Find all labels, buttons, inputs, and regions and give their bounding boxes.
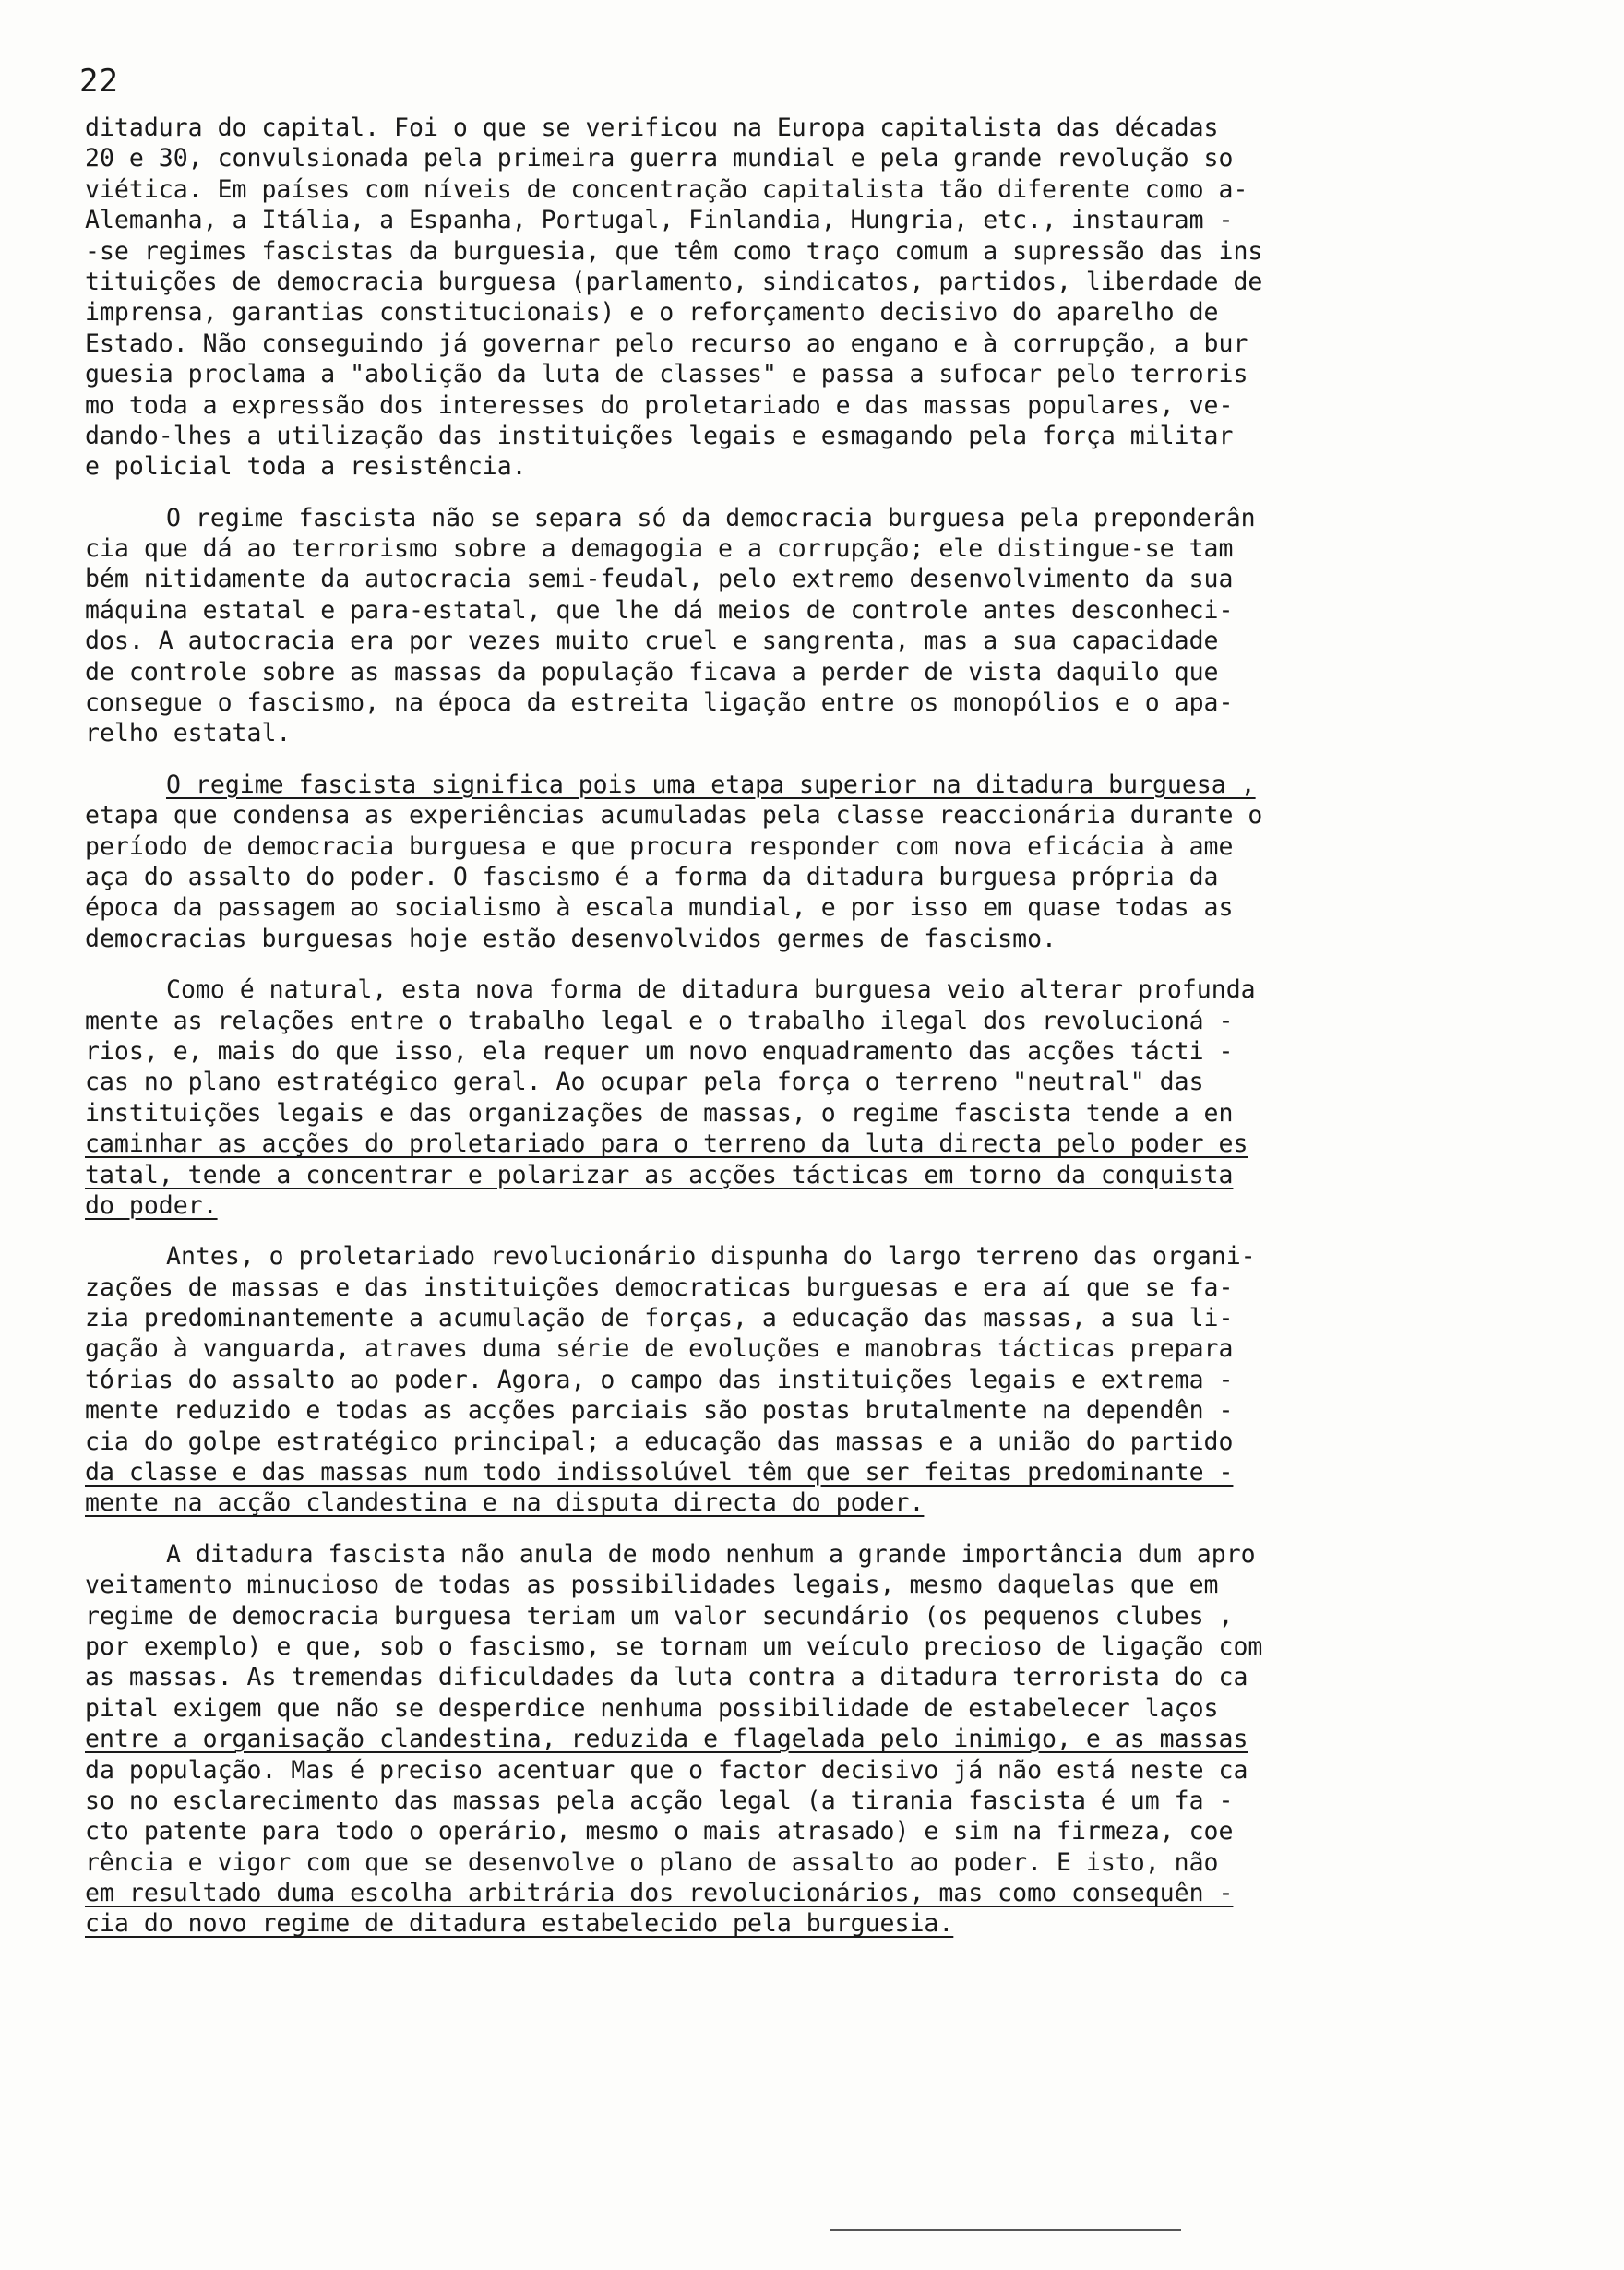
text-line: cia do golpe estratégico principal; a educação das massas e a união do partido <box>85 1427 1234 1456</box>
text-line: rios, e, mais do que isso, ela requer um novo enquadramento das acções tácti - <box>85 1036 1234 1066</box>
underlined-line: entre a organisação clandestina, reduzida e flagelada pelo inimigo, e as massas <box>85 1725 1248 1754</box>
text-line: O regime fascista não se separa só da democracia burguesa pela preponderân <box>166 503 1256 532</box>
text-line: cas no plano estratégico geral. Ao ocupar pela força o terreno "neutral" das <box>85 1068 1204 1097</box>
text-line: Estado. Não conseguindo já governar pelo recurso ao engano e à corrupção, a bur <box>85 329 1248 358</box>
text-line: cto patente para todo o operário, mesmo o mais atrasado) e sim na firmeza, coe <box>85 1817 1234 1846</box>
text-line: 20 e 30, convulsionada pela primeira guerra mundial e pela grande revolução so <box>85 144 1234 173</box>
text-line: ditadura do capital. Foi o que se verificou na Europa capitalista das décadas <box>85 114 1219 142</box>
underlined-line: mente na acção clandestina e na disputa directa do poder. <box>85 1488 925 1518</box>
text-line: guesia proclama a "abolição da luta de classes" e passa a sufocar pelo terroris <box>85 360 1248 389</box>
text-line: cia que dá ao terrorismo sobre a demagogia e a corrupção; ele distingue-se tam <box>85 534 1234 564</box>
body-text <box>85 113 1543 1940</box>
paragraph-3 <box>85 770 1543 954</box>
text-line: veitamento minucioso de todas as possibilidades legais, mesmo daquelas que em <box>85 1571 1219 1600</box>
text-line: mente reduzido e todas as acções parciais são postas brutalmente na dependên - <box>85 1396 1234 1426</box>
text-line: tórias do assalto ao poder. Agora, o campo das instituições legais e extrema - <box>85 1365 1234 1394</box>
page-number: 22 <box>79 63 119 100</box>
paragraph-5 <box>85 1241 1543 1519</box>
text-line: zações de massas e das instituições democraticas burguesas e era aí que se fa- <box>85 1272 1234 1302</box>
text-line: gação à vanguarda, atraves duma série de evoluções e manobras tácticas prepara <box>85 1334 1234 1364</box>
text-line: mente as relações entre o trabalho legal e o trabalho ilegal dos revolucioná - <box>85 1006 1234 1035</box>
underlined-line: do poder. <box>85 1190 218 1220</box>
text-line: mo toda a expressão dos interesses do proletariado e das massas populares, ve- <box>85 390 1234 420</box>
text-line: A ditadura fascista não anula de modo nenhum a grande importância dum apro <box>166 1539 1256 1569</box>
text-line: dando-lhes a utilização das instituições legais e esmagando pela força militar <box>85 421 1234 450</box>
text-line: Como é natural, esta nova forma de ditadura burguesa veio alterar profunda <box>166 975 1256 1005</box>
text-line: relho estatal. <box>85 719 292 748</box>
text-line: zia predominantemente a acumulação de forças, a educação das massas, a sua li- <box>85 1304 1234 1333</box>
paragraph-1 <box>85 113 1543 483</box>
paragraph-6 <box>85 1539 1543 1940</box>
text-line: por exemplo) e que, sob o fascismo, se tornam um veículo precioso de ligação com <box>85 1631 1263 1661</box>
text-line: bém nitidamente da autocracia semi-feudal, pelo extremo desenvolvimento da sua <box>85 565 1234 594</box>
text-line: máquina estatal e para-estatal, que lhe dá meios de controle antes desconheci- <box>85 595 1234 625</box>
text-line: instituições legais e das organizações de massas, o regime fascista tende a en <box>85 1098 1234 1128</box>
text-line: regime de democracia burguesa teriam um valor secundário (os pequenos clubes , <box>85 1601 1234 1631</box>
underlined-line: cia do novo regime de ditadura estabelecido pela burguesia. <box>85 1909 954 1939</box>
text-line: época da passagem ao socialismo à escala mundial, e por isso em quase todas as <box>85 893 1234 923</box>
text-line: viética. Em países com níveis de concentração capitalista tão diferente como a- <box>85 174 1248 204</box>
underlined-line: da classe e das massas num todo indissolúvel têm que ser feitas predominante - <box>85 1458 1234 1487</box>
text-line: dos. A autocracia era por vezes muito cruel e sangrenta, mas a sua capacidade <box>85 627 1219 656</box>
text-line: democracias burguesas hoje estão desenvolvidos germes de fascismo. <box>85 924 1057 953</box>
underlined-line: caminhar as acções do proletariado para o terreno da luta directa pelo poder es <box>85 1129 1248 1159</box>
text-line: rência e vigor com que se desenvolve o plano de assalto ao poder. E isto, não <box>85 1847 1219 1877</box>
paragraph-4 <box>85 974 1543 1221</box>
text-line: pital exigem que não se desperdice nenhuma possibilidade de estabelecer laços <box>85 1693 1219 1723</box>
text-line: so no esclarecimento das massas pela acção legal (a tirania fascista é um fa - <box>85 1786 1234 1815</box>
text-line: de controle sobre as massas da população ficava a perder de vista daquilo que <box>85 657 1219 687</box>
paragraph-2 <box>85 503 1543 749</box>
text-line: etapa que condensa as experiências acumuladas pela classe reaccionária durante o <box>85 801 1263 830</box>
text-line: da população. Mas é preciso acentuar que o factor decisivo já não está neste ca <box>85 1755 1248 1785</box>
underlined-line: tatal, tende a concentrar e polarizar as acções tácticas em torno da conquista <box>85 1160 1234 1189</box>
text-line: Antes, o proletariado revolucionário dispunha do largo terreno das organi- <box>166 1242 1256 1272</box>
text-line: e policial toda a resistência. <box>85 452 527 482</box>
text-line: tituições de democracia burguesa (parlamento, sindicatos, partidos, liberdade de <box>85 267 1263 296</box>
text-line: consegue o fascismo, na época da estreita ligação entre os monopólios e o apa- <box>85 688 1234 718</box>
underlined-line: em resultado duma escolha arbitrária dos revolucionários, mas como consequên - <box>85 1879 1234 1908</box>
underlined-line: O regime fascista significa pois uma etapa superior na ditadura burguesa , <box>166 770 1256 799</box>
text-line: imprensa, garantias constitucionais) e o reforçamento decisivo do aparelho de <box>85 298 1219 328</box>
text-line: Alemanha, a Itália, a Espanha, Portugal, Finlandia, Hungria, etc., instauram - <box>85 206 1234 235</box>
text-line: as massas. As tremendas dificuldades da luta contra a ditadura terrorista do ca <box>85 1663 1248 1692</box>
trailing-rule <box>830 2229 1181 2231</box>
text-line: aça do assalto do poder. O fascismo é a forma da ditadura burguesa própria da <box>85 862 1219 891</box>
text-line: -se regimes fascistas da burguesia, que têm como traço comum a supressão das ins <box>85 236 1263 266</box>
text-line: período de democracia burguesa e que procura responder com nova eficácia à ame <box>85 831 1234 861</box>
